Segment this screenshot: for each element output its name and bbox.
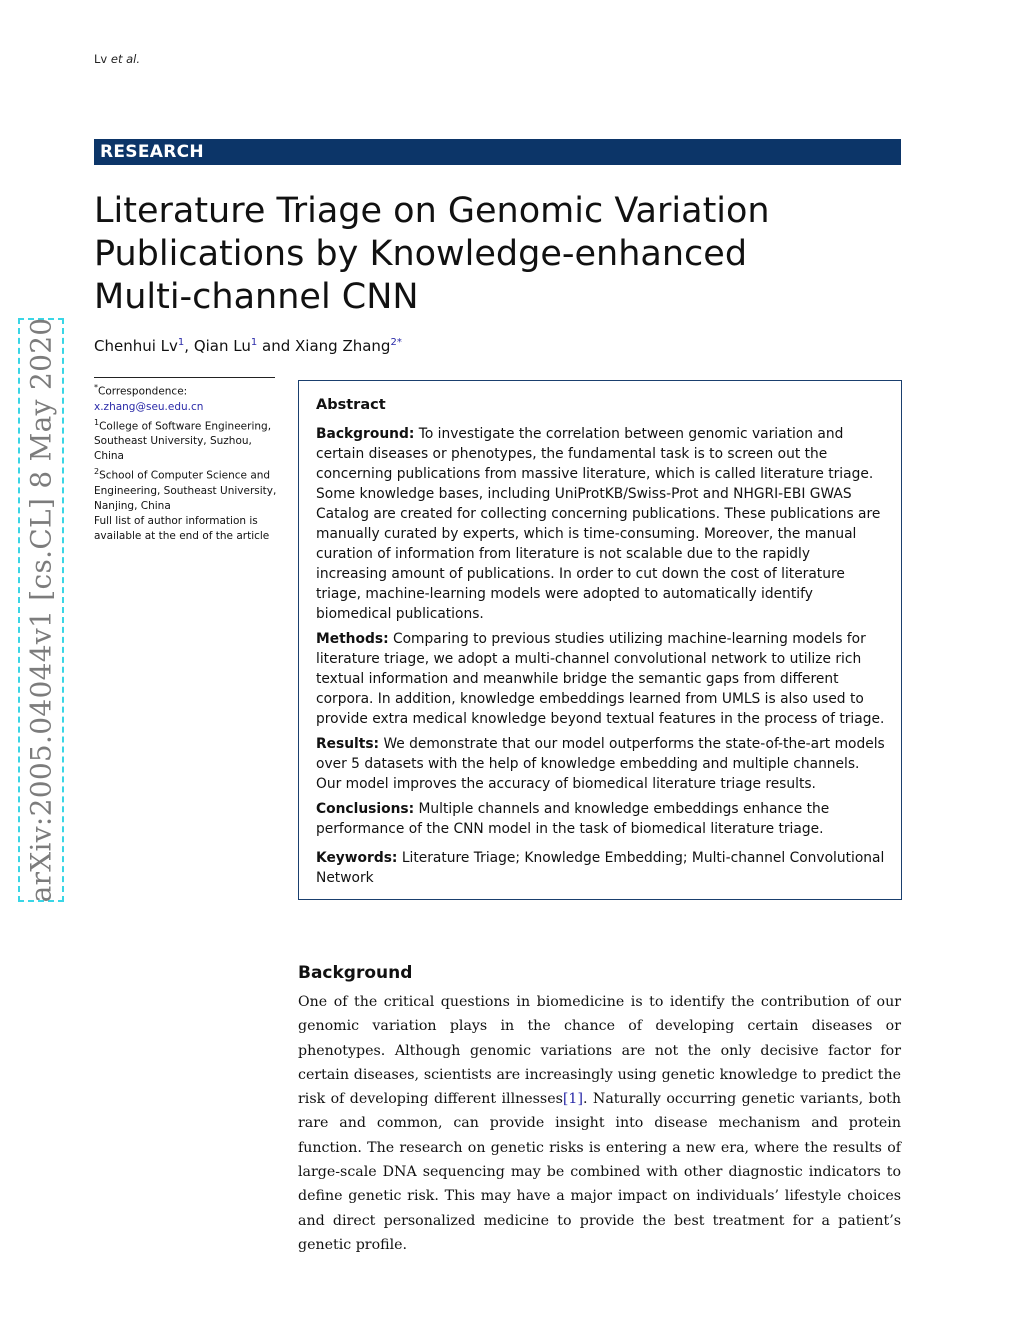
affiliation-2-marker: 2 xyxy=(94,467,100,476)
abstract-results-text: We demonstrate that our model outperforms the state-of-the-art models over 5 datasets with the help of knowledge embedding and multiple channels. Our model improves the accuracy of biomedical literature triage results. xyxy=(316,736,885,792)
author-1-name: Chenhui Lv xyxy=(94,337,178,355)
affiliation-2-line-3: Nanjing, China xyxy=(94,499,171,512)
paper-title-line-3: Multi-channel CNN xyxy=(94,277,419,317)
running-head-author: Lv xyxy=(94,52,108,66)
abstract-methods-label: Methods: xyxy=(316,631,389,647)
abstract-conclusions xyxy=(316,799,885,839)
abstract-conclusions-label: Conclusions: xyxy=(316,801,415,817)
abstract-background xyxy=(316,424,885,624)
paper-title xyxy=(94,190,894,319)
correspondence-marker: * xyxy=(94,383,98,392)
author-info-note-line-1: Full list of author information is xyxy=(94,514,258,527)
paper-title-line-2: Publications by Knowledge-enhanced xyxy=(94,234,748,274)
affiliation-1-line-1 xyxy=(94,415,279,435)
abstract-keywords xyxy=(316,848,885,888)
author-2-name: Qian Lu xyxy=(193,337,251,355)
affiliation-1-line-2: Southeast University, Suzhou, xyxy=(94,435,252,447)
correspondence-label: Correspondence: xyxy=(98,385,188,398)
paper-title-line-1: Literature Triage on Genomic Variation xyxy=(94,191,770,231)
abstract-background-label: Background: xyxy=(316,426,415,442)
arxiv-stamp[interactable] xyxy=(18,318,64,902)
abstract-heading: Abstract xyxy=(316,397,386,413)
author-separator-2: and xyxy=(257,337,296,355)
background-section-heading: Background xyxy=(298,963,413,983)
abstract-methods-text: Comparing to previous studies utilizing machine-learning models for literature triage, we adopt a multi-channel convolutional network to utilize rich textual information and meanwhile bridge the semantic gaps from different corpora. In addition, knowledge embeddings learned from UMLS is also used to provide extra medical knowledge beyond textual features in the process of triage. xyxy=(316,631,885,727)
section-type-bar: RESEARCH xyxy=(94,139,901,165)
affiliation-1-line-3: China xyxy=(94,450,124,462)
background-paragraph xyxy=(298,990,901,1257)
abstract-conclusions-text: Multiple channels and knowledge embeddings enhance the performance of the CNN model in the task of biomedical literature triage. xyxy=(316,801,830,837)
abstract-box xyxy=(298,380,902,900)
citation-link-1[interactable]: [1] xyxy=(562,1091,583,1108)
background-text-part-2: . Naturally occurring genetic variants, both rare and common, can provide insight into disease mechanism and protein function. The research on genetic risks is entering a new era, where the results of large-scale DNA sequencing may be combined with other diagnostic indicators to define genetic risk. This may have a major impact on individuals’ lifestyle choices and direct personalized medicine to provide the best treatment for a patient’s genetic profile. xyxy=(298,1091,901,1253)
author-info-note-line-2: available at the end of the article xyxy=(94,529,270,542)
affiliation-1-text-1: College of Software Engineering, xyxy=(99,420,272,432)
abstract-methods xyxy=(316,629,885,729)
affiliation-2-line-1 xyxy=(94,464,279,484)
abstract-keywords-text: Literature Triage; Knowledge Embedding; Multi-channel Convolutional Network xyxy=(316,850,885,886)
abstract-background-text: To investigate the correlation between genomic variation and certain diseases or phenotypes, the fundamental task is to screen out the concerning publications from massive literature, which is called literature triage. Some knowledge bases, including UniProtKB/Swiss-Prot and NHGRI-EBI GWAS Catalog are created for collecting concerning publications. These publications are manually curated by experts, which is time-consuming. Moreover, the manual curation of information from literature is not scalable due to the rapidly increasing amount of publications. In order to cut down the cost of literature triage, machine-learning models were adopted to automatically identify biomedical publications. xyxy=(316,426,881,622)
correspondence-line xyxy=(94,380,279,400)
background-text-part-1: One of the critical questions in biomedicine is to identify the contribution of our genomic variation plays in the chance of developing certain diseases or phenotypes. Although genomic variations are not the only decisive factor for certain diseases, scientists are increasingly using genetic knowledge to predict the risk of developing different illnesses xyxy=(298,994,901,1108)
author-separator-1: , xyxy=(184,337,194,355)
arxiv-stamp-text: arXiv:2005.04044v1 [cs.CL] 8 May 2020 xyxy=(24,317,58,903)
running-head xyxy=(94,52,140,66)
running-head-etal: et al. xyxy=(110,52,141,66)
sidebar-divider xyxy=(94,377,275,378)
affiliation-2-line-2: Engineering, Southeast University, xyxy=(94,484,277,497)
author-2-affiliation-link[interactable]: 1 xyxy=(250,337,258,348)
abstract-results xyxy=(316,734,885,794)
author-3-affiliation-link[interactable]: 2* xyxy=(390,337,402,348)
author-3-name: Xiang Zhang xyxy=(295,337,391,355)
abstract-keywords-label: Keywords: xyxy=(316,850,398,866)
author-1-affiliation-link[interactable]: 1 xyxy=(177,337,185,348)
affiliations-sidebar xyxy=(94,380,279,544)
affiliation-1-marker: 1 xyxy=(94,417,100,427)
abstract-results-label: Results: xyxy=(316,736,380,752)
correspondence-email[interactable]: x.zhang@seu.edu.cn xyxy=(94,400,204,413)
author-list xyxy=(94,337,402,355)
affiliation-2-text-1: School of Computer Science and xyxy=(99,469,271,482)
